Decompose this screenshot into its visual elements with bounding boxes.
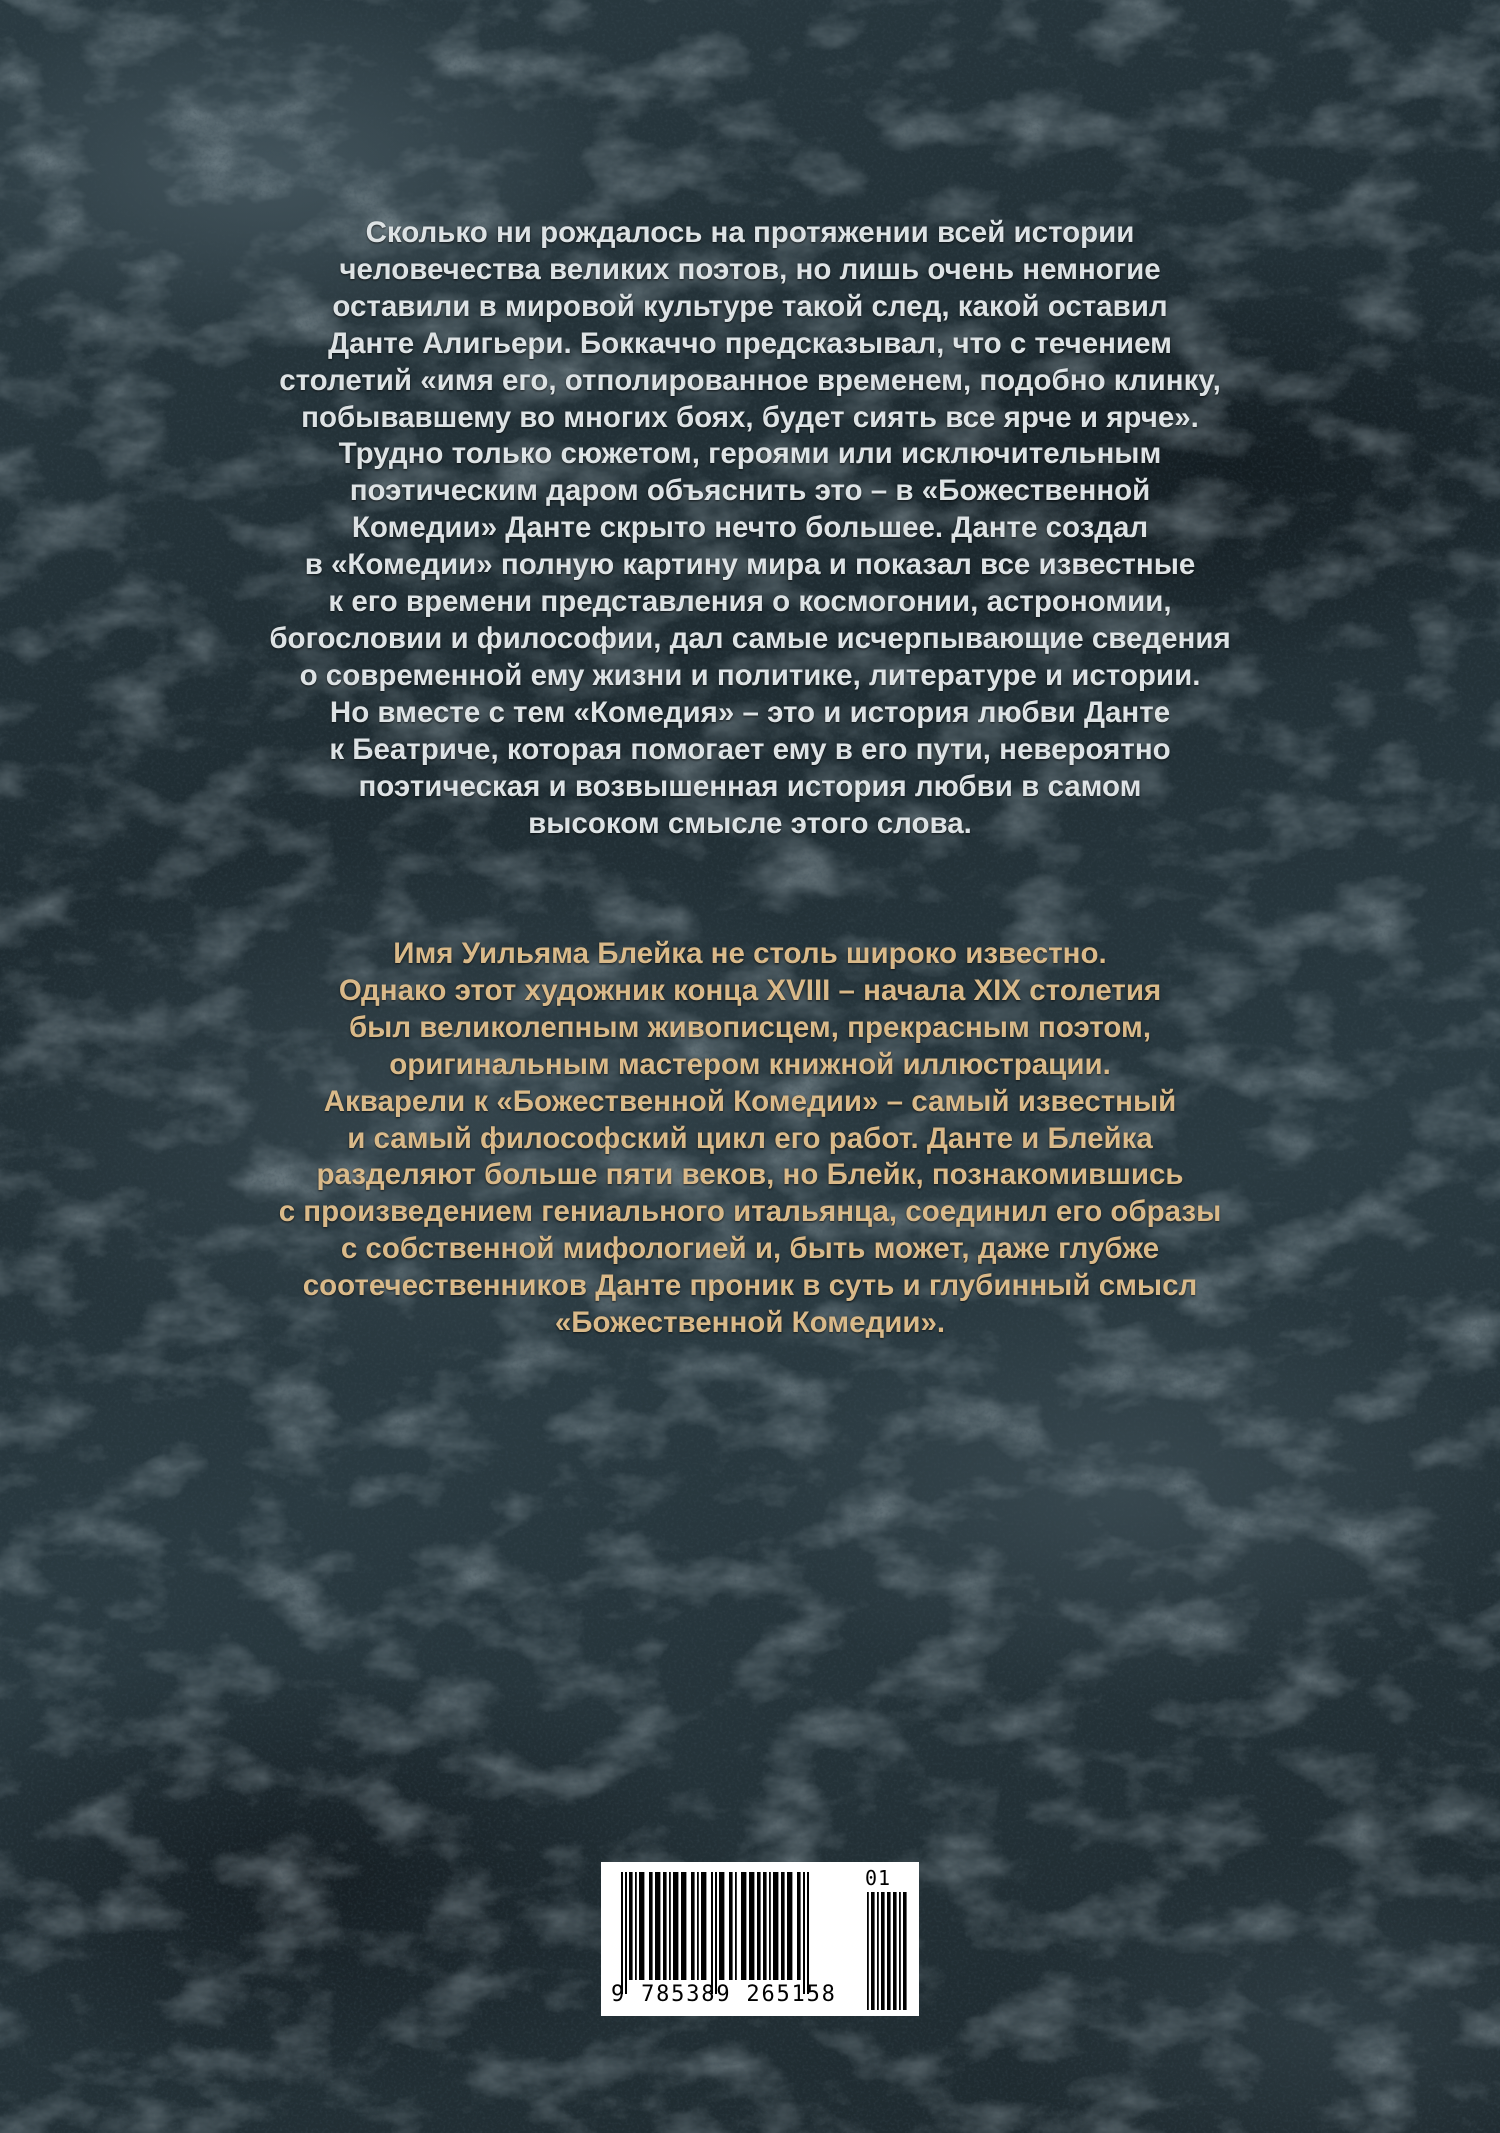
barcode-bar (797, 1872, 801, 1980)
barcode-bar (781, 1872, 785, 1980)
text-line: к Беатриче, которая помогает ему в его пути, невероятно (329, 732, 1171, 766)
barcode-bar (655, 1872, 660, 1980)
barcode-bar (903, 1892, 907, 2010)
barcode-bar (807, 1872, 809, 1994)
barcode-bar (899, 1892, 901, 2010)
barcode-bar (893, 1892, 897, 2010)
barcode-bar (729, 1872, 733, 1980)
barcode-bar (681, 1872, 686, 1980)
barcode-bar (621, 1872, 623, 1994)
barcode-bar (697, 1872, 699, 1980)
barcode-bar (635, 1872, 637, 1980)
text-line: поэтическая и возвышенная история любви в самом (358, 769, 1142, 803)
blake-description-paragraph (150, 936, 1350, 1342)
barcode-bar (669, 1872, 671, 1980)
text-line: соотечественников Данте проник в суть и глубинный смысл (302, 1269, 1198, 1303)
barcode-bar (663, 1872, 667, 1980)
barcode-bar (803, 1872, 805, 1994)
text-line: был великолепным живописцем, прекрасным поэтом, (348, 1010, 1152, 1044)
barcode-bar (629, 1872, 633, 1980)
text-line: оригинальным мастером книжной иллюстрации. (389, 1047, 1111, 1081)
barcode-bar (877, 1892, 879, 2010)
text-line: Данте Алигьери. Боккаччо предсказывал, что с течением (328, 326, 1172, 360)
barcode-bar (639, 1872, 644, 1980)
isbn-number: 9 785389 265158 (611, 1982, 837, 2007)
text-line: и самый философский цикл его работ. Данте и Блейка (347, 1121, 1153, 1155)
text-line: разделяют больше пяти веков, но Блейк, познакомившись (316, 1158, 1184, 1192)
barcode-bar (887, 1892, 891, 2010)
text-line: Комедии» Данте скрыто нечто большее. Данте создал (351, 511, 1149, 545)
text-line: поэтическим даром объяснить это – в «Божественной (349, 474, 1151, 508)
text-line: с собственной мифологией и, быть может, даже глубже (340, 1232, 1160, 1266)
barcode-bar (881, 1892, 885, 2010)
barcode-bar (715, 1872, 717, 1994)
barcode-bar (741, 1872, 746, 1980)
text-line: столетий «имя его, отполированное временем, подобно клинку, (279, 363, 1221, 397)
isbn-barcode (601, 1862, 919, 2016)
barcode-bar (735, 1872, 737, 1980)
barcode-bar (763, 1872, 767, 1980)
barcode-bar (673, 1872, 678, 1980)
barcode-bar (719, 1872, 724, 1980)
text-line: о современной ему жизни и политике, литературе и истории. (299, 658, 1201, 692)
text-line: «Божественной Комедии». (554, 1306, 946, 1340)
barcode-addon-number: 01 (865, 1866, 892, 1890)
text-line: Имя Уильяма Блейка не столь широко известно. (393, 937, 1107, 970)
text-line: высоком смысле этого слова. (528, 806, 972, 840)
barcode-bar (701, 1872, 706, 1980)
barcode-bar (749, 1872, 754, 1980)
text-line: богословии и философии, дал самые исчерпывающие сведения (269, 621, 1231, 655)
text-line: человечества великих поэтов, но лишь очень немногие (339, 252, 1161, 286)
text-line: в «Комедии» полную картину мира и показал все известные (304, 548, 1196, 582)
text-line: с произведением гениального итальянца, соединил его образы (278, 1195, 1222, 1229)
barcode-bar (649, 1872, 653, 1980)
barcode-bar (711, 1872, 713, 1994)
barcode-bar (773, 1872, 778, 1980)
barcode-bar (787, 1872, 792, 1980)
text-line: Однако этот художник конца XVIII – начала XIX столетия (338, 973, 1162, 1007)
text-line: Акварели к «Божественной Комедии» – самый известный (323, 1084, 1177, 1118)
barcode-bar (867, 1892, 869, 2010)
text-line: Трудно только сюжетом, героями или исключительным (338, 437, 1162, 471)
barcode-bar (625, 1872, 627, 1994)
text-line: Сколько ни рождалось на протяжении всей истории (365, 216, 1135, 249)
barcode-bar (871, 1892, 875, 2010)
text-line: оставили в мировой культуре такой след, какой оставил (332, 289, 1168, 323)
barcode-bar (757, 1872, 761, 1980)
text-line: побывавшему во многих боях, будет сиять все ярче и ярче». (301, 400, 1199, 434)
text-line: Но вместе с тем «Комедия» – это и история любви Данте (329, 695, 1171, 729)
barcode-bar (769, 1872, 771, 1980)
text-line: к его времени представления о космогонии, астрономии, (328, 585, 1172, 619)
barcode-bar (691, 1872, 695, 1980)
dante-description-paragraph (150, 215, 1350, 842)
